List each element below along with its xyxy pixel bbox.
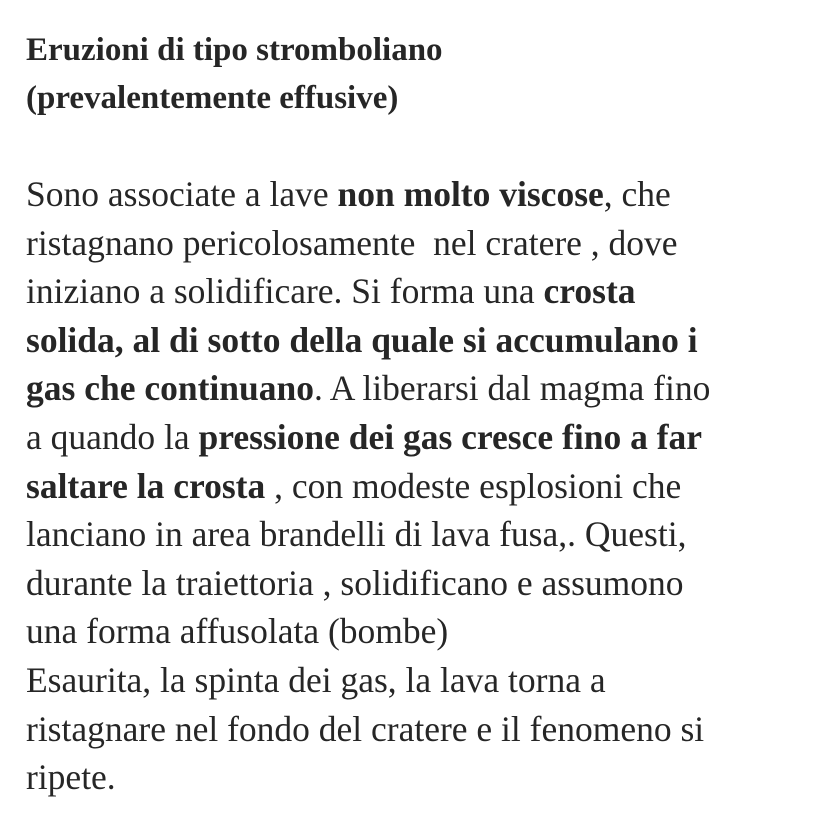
bold-text: saltare la crosta [26, 465, 266, 506]
text-line-5 [26, 364, 832, 413]
text-segment: , con modeste esplosioni che [265, 465, 682, 506]
text-line-13: ripete. [26, 757, 116, 798]
bold-text: pressione dei gas cresce fino a far [198, 416, 703, 457]
text-segment: Sono associate a lave [26, 174, 338, 214]
document-title: Eruzioni di tipo stromboliano (prevalentemente effusive) [26, 32, 443, 116]
document-paragraph [26, 170, 832, 802]
document-page [26, 26, 832, 802]
bold-text: solida, al di sotto della quale si accumulano i [26, 319, 698, 360]
text-segment: a quando la [26, 416, 199, 457]
text-line-1 [26, 170, 832, 219]
text-line-3 [26, 267, 832, 316]
text-line-12: ristagnare nel fondo del cratere e il fenomeno si [26, 708, 705, 749]
text-line-6 [26, 413, 832, 462]
text-line-9: durante la traiettoria , solidificano e assumono [26, 562, 684, 603]
text-line-10: una forma affusolata (bombe) [26, 611, 449, 652]
text-line-4 [26, 316, 832, 365]
blank-line [26, 122, 832, 170]
bold-text: gas che continuano [26, 368, 314, 409]
text-segment: iniziano a solidificare. Si forma una [26, 271, 544, 312]
text-segment: , che [603, 174, 671, 214]
text-line-11: Esaurita, la spinta dei gas, la lava torna a [26, 659, 606, 700]
bold-text: crosta [543, 271, 636, 312]
bold-text: non molto viscose [337, 174, 604, 214]
text-line-7 [26, 462, 832, 511]
text-line-2: ristagnano pericolosamente nel cratere , dove [26, 222, 678, 263]
text-segment: . A liberarsi dal magma fino [314, 368, 711, 409]
text-line-8: lanciano in area brandelli di lava fusa,. Questi, [26, 514, 687, 555]
